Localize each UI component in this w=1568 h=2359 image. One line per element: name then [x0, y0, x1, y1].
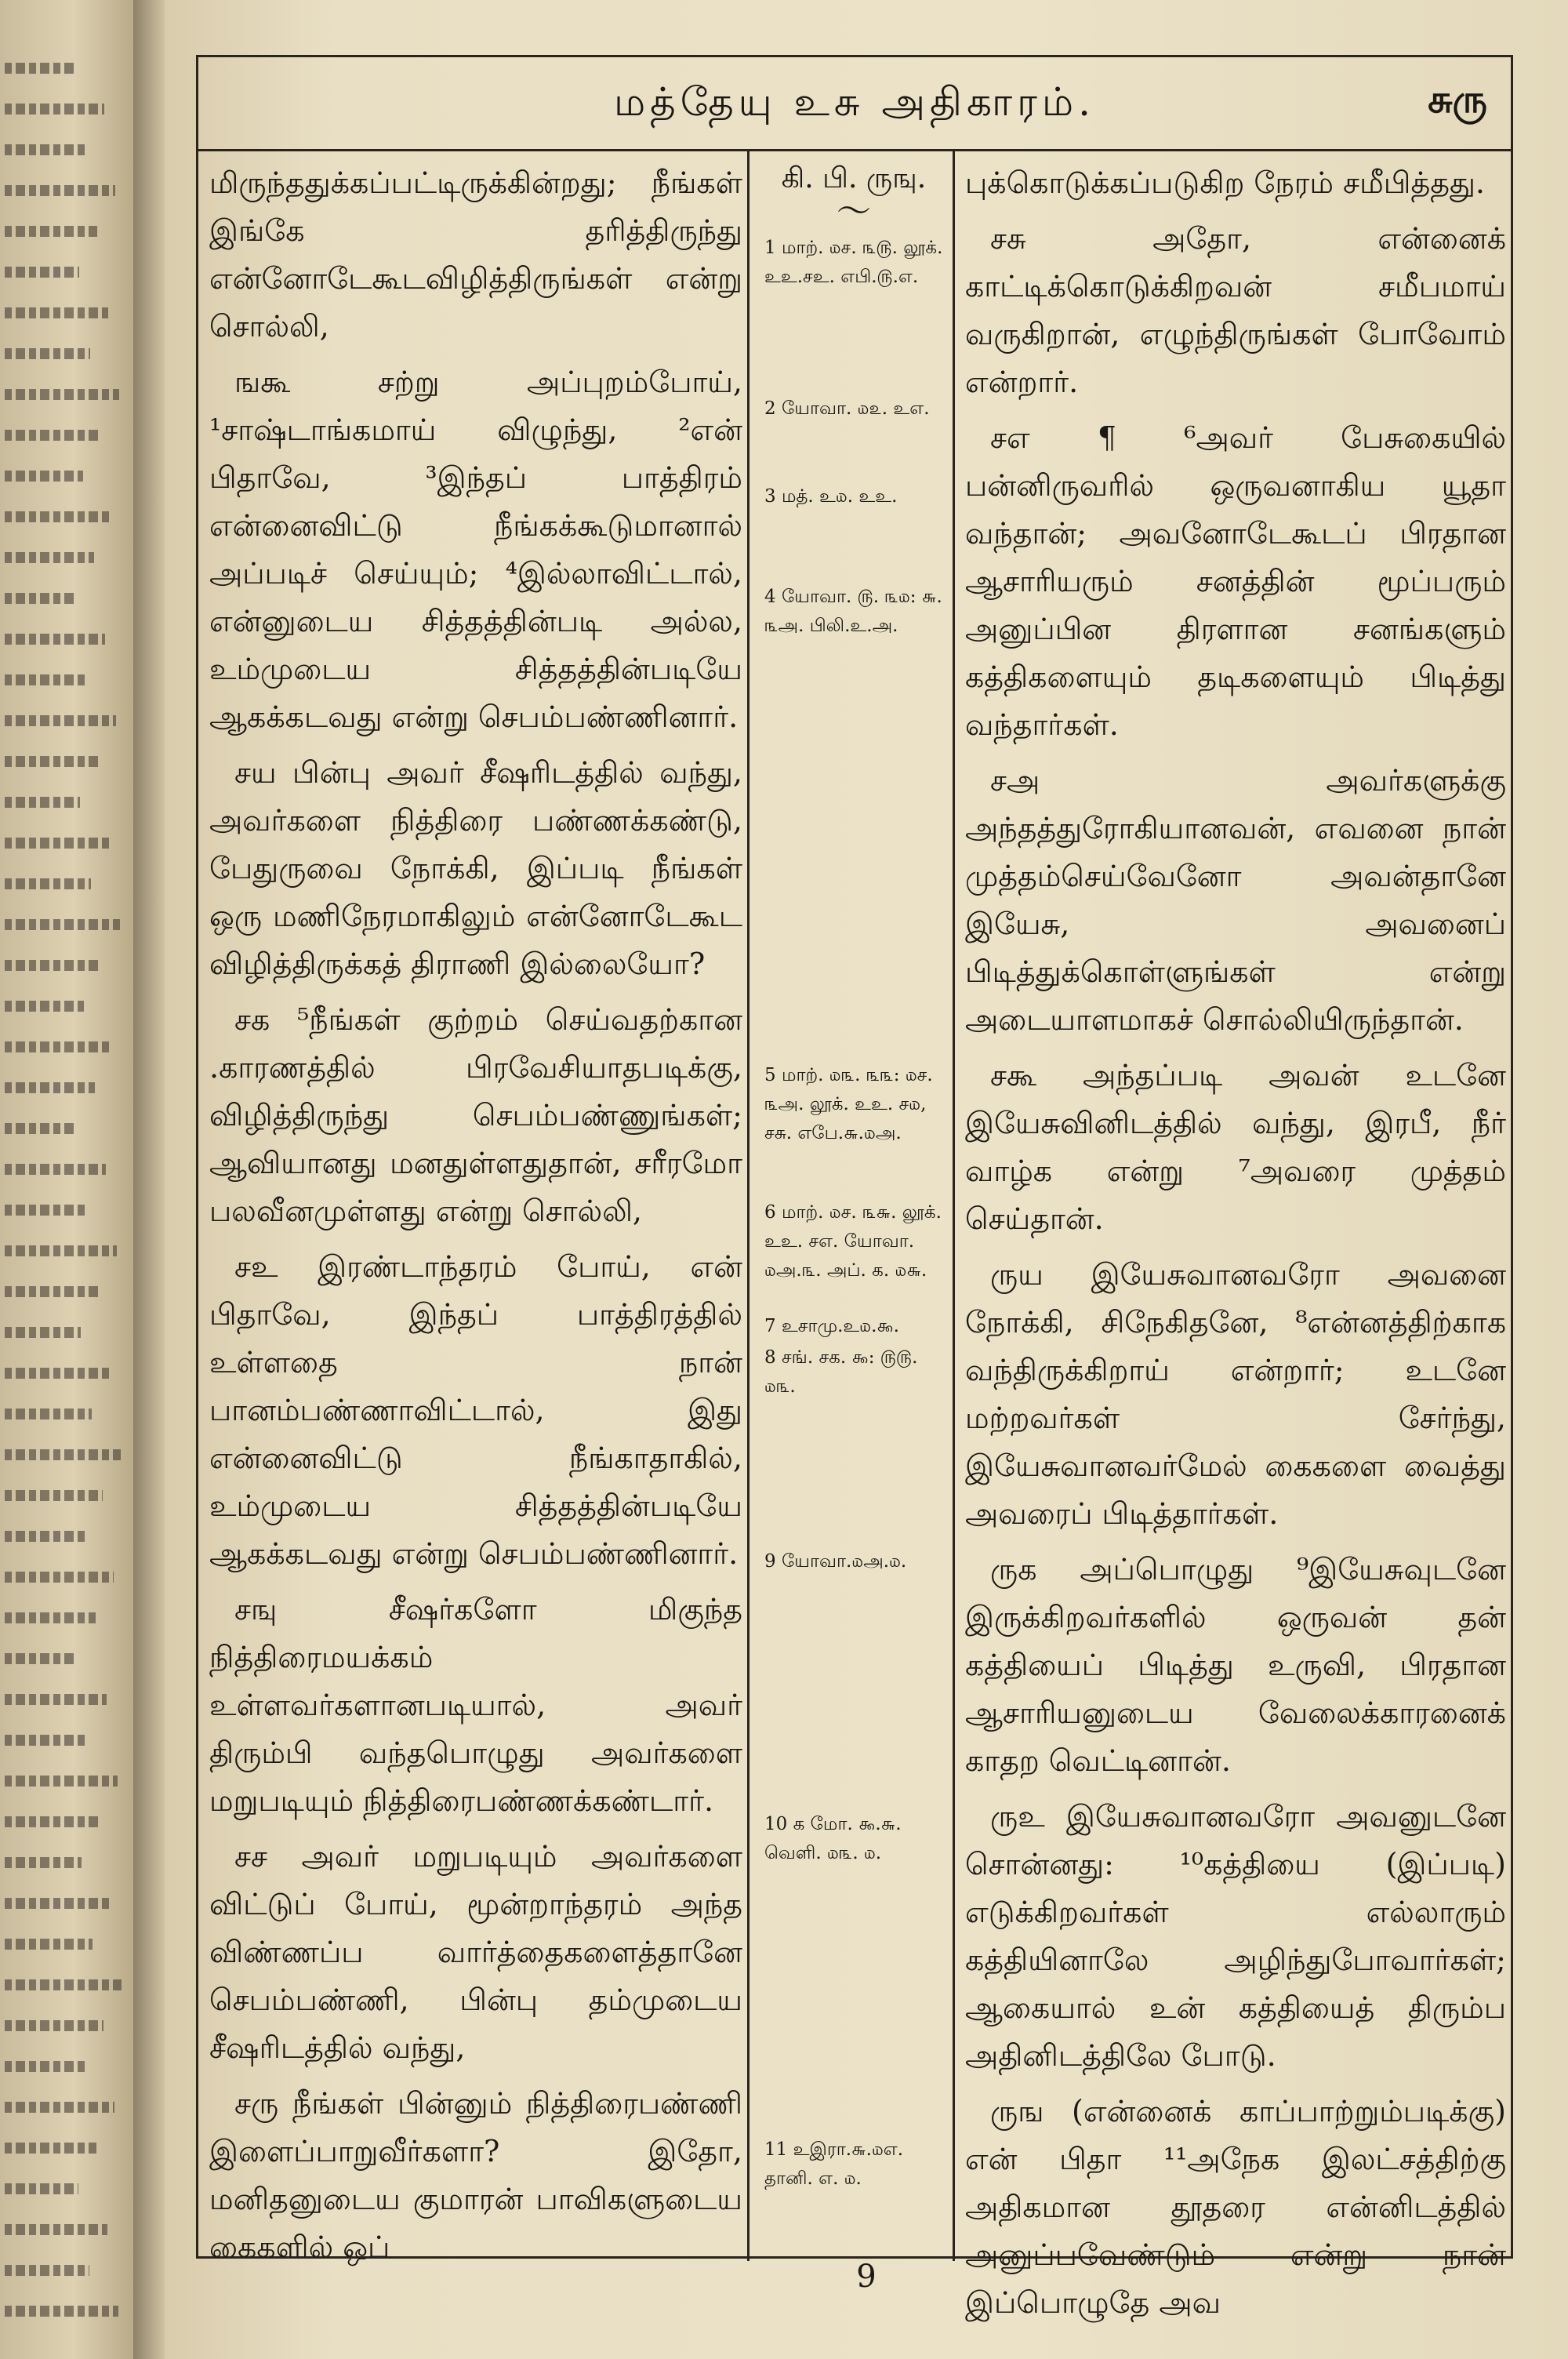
- previous-page-text-line: [5, 1776, 118, 1787]
- verse-paragraph: சக ⁵நீங்கள் குற்றம் செய்வதற்கான .காரணத்தில் பிரவேசியாதபடிக்கு, விழித்திருந்து செபம்பண்ணுங்கள்; ஆவியானது மனதுள்ளதுதான், சரீரமோ பலவீனமுள்ளது என்று சொல்லி,: [209, 1002, 742, 1228]
- previous-page-text-line: [5, 1123, 77, 1134]
- book-page: [165, 0, 1568, 2359]
- previous-page-text-line: [5, 389, 119, 400]
- verse-paragraph: ருங (என்னைக் காப்பாற்றும்படிக்கு) என் பிதா ¹¹அநேக இலட்சத்திற்கு அதிகமான தூதரை என்னிடத்தில் அனுப்பவேண்டும் என்று நான் இப்பொழுதே அவ: [965, 2094, 1506, 2320]
- previous-page-text-line: [5, 1898, 111, 1909]
- verse-paragraph: மிருந்ததுக்கப்பட்டிருக்கின்றது; நீங்கள் இங்கே தரித்திருந்து என்னோடேகூடவிழித்திருங்கள் என்று சொல்லி,: [209, 165, 742, 343]
- previous-page-text-line: [5, 1857, 82, 1868]
- footer-page-number: 9: [856, 2259, 877, 2295]
- verse-paragraph: சச அவர் மறுபடியும் அவர்களை விட்டுப் போய், மூன்றாந்தரம் அந்த விண்ணப்ப வார்த்தைகளைத்தானே செபம்பண்ணி, பின்பு தம்முடைய சீஷரிடத்தில் வந்து,: [209, 1839, 742, 2065]
- previous-page-text-line: [5, 1082, 95, 1093]
- right-column: [965, 159, 1506, 2335]
- previous-page-text-line: [5, 471, 83, 482]
- previous-page-text-line: [5, 1368, 110, 1379]
- previous-page-text-line: [5, 960, 102, 971]
- verse-paragraph: ருய இயேசுவானவரோ அவனை நோக்கி, சிநேகிதனே, ⁸என்னத்திற்காக வந்திருக்கிறாய் என்றார்; உடனே மற்றவர்கள் சேர்ந்து, இயேசுவானவர்மேல் கைகளை வைத்து அவரைப் பிடித்தார்கள்.: [965, 1257, 1506, 1531]
- column-divider-right: [953, 151, 955, 2261]
- ornament-flourish: 〜: [837, 191, 871, 231]
- verse-paragraph: ஙகூ சற்று அப்புறம்போய், ¹சாஷ்டாங்கமாய் விழுந்து, ²என் பிதாவே, ³இந்தப் பாத்திரம் என்னைவிட்டு நீங்கக்கூடுமானால் அப்படிச் செய்யும்; ⁴இல்லாவிட்டால், என்னுடைய சித்தத்தின்படி அல்ல, உம்முடைய சித்தத்தின்படியே ஆகக்கடவது என்று செபம்பண்ணினார்.: [209, 365, 742, 734]
- verse-paragraph: ருஉ இயேசுவானவரோ அவனுடனே சொன்னது: ¹⁰கத்தியை (இப்படி) எடுக்கிறவர்கள் எல்லாரும் கத்தியினாலே அழிந்துபோவார்கள்; ஆகையால் உன் கத்தியைத் திரும்ப அதினிடத்திலே போடு.: [965, 1799, 1506, 2073]
- previous-page-text-line: [5, 1001, 84, 1012]
- page-frame: [196, 55, 1513, 2320]
- previous-page-text-line: [5, 144, 86, 155]
- cross-reference: 10 க மோ. ௯.௬. வெளி. ௰௩. ௰.: [764, 1814, 902, 1863]
- previous-page-text-line: [5, 2224, 107, 2235]
- previous-page-text-line: [5, 1041, 113, 1052]
- previous-page-text-line: [5, 1408, 92, 1419]
- previous-page-text-line: [5, 2020, 103, 2031]
- header-page-number: சுரு: [1428, 78, 1487, 122]
- column-divider-left: [747, 151, 750, 2261]
- previous-page-text-line: [5, 2265, 89, 2276]
- cross-reference: 4 யோவா. ௫. ௩௰: ௬. ௩அ. பிலி.உ.அ.: [764, 587, 942, 636]
- previous-page-text-line: [5, 2306, 118, 2317]
- cross-reference: 9 யோவா.௰அ.௰.: [764, 1551, 907, 1572]
- left-column: [209, 159, 742, 2279]
- cross-reference: 1 மாற். ௰ச. ௩௫. லூக். உஉ.சஉ. எபி.௫.எ.: [764, 238, 943, 287]
- verse-paragraph: சசு அதோ, என்னைக் காட்டிக்கொடுக்கிறவன் சமீபமாய் வருகிறான், எழுந்திருங்கள் போவோம் என்றார்.: [965, 221, 1506, 399]
- verse-paragraph: ருக அப்பொழுது ⁹இயேசுவுடனே இருக்கிறவர்களில் ஒருவன் தன் கத்தியைப் பிடித்து உருவி, பிரதான ஆசாரியனுடைய வேலைக்காரனைக் காதற வெட்டினான்.: [965, 1552, 1506, 1778]
- verse-paragraph: சகூ அந்தப்படி அவன் உடனே இயேசுவினிடத்தில் வந்து, இரபீ, நீர் வாழ்க என்று ⁷அவரை முத்தம் செய்தான்.: [965, 1058, 1506, 1236]
- previous-page-text-line: [5, 1694, 107, 1705]
- previous-page-text-line: [5, 715, 116, 726]
- previous-page-text-line: [5, 1531, 85, 1542]
- verse-paragraph: சரு நீங்கள் பின்னும் நித்திரைபண்ணி இளைப்பாறுவீர்களா? இதோ, மனிதனுடைய குமாரன் பாவிகளுடைய கைகளில் ஒப்: [209, 2086, 742, 2264]
- chapter-title: மத்தேயு உசு அதிகாரம்.: [613, 79, 1096, 125]
- previous-page-text-line: [5, 1653, 78, 1664]
- verse-paragraph: சஙு சீஷர்களோ மிகுந்த நித்திரைமயக்கம் உள்ளவர்களானபடியால், அவர் திரும்பி வந்தபொழுது அவர்களை மறுபடியும் நித்திரைபண்ணக்கண்டார்.: [209, 1592, 742, 1818]
- previous-page-text-line: [5, 430, 101, 441]
- previous-page-text-line: [5, 919, 120, 930]
- previous-page-text-line: [5, 2183, 78, 2194]
- previous-page-text-line: [5, 1979, 122, 1990]
- previous-page-text-line: [5, 1939, 93, 1950]
- previous-page-text-line: [5, 1572, 114, 1583]
- cross-reference: 8 சங். சக. ௯: ௫௫. ௰௩.: [764, 1347, 918, 1397]
- previous-page-text-line: [5, 593, 76, 604]
- previous-page-text-line: [5, 1286, 99, 1297]
- previous-page-text-line: [5, 2102, 114, 2113]
- previous-page-text-line: [5, 674, 87, 685]
- previous-page-text-line: [5, 1245, 117, 1256]
- previous-page-text-line: [5, 104, 104, 114]
- verse-paragraph: சஅ அவர்களுக்கு அந்தத்துரோகியானவன், எவனை நான் முத்தம்செய்வேனோ அவன்தானே இயேசு, அவனைப் பிடித்துக்கொள்ளுங்கள் என்று அடையாளமாகச் சொல்லியிருந்தான்.: [965, 763, 1506, 1037]
- previous-page-text-line: [5, 1164, 106, 1175]
- verse-paragraph: சஉ இரண்டாந்தரம் போய், என் பிதாவே, இந்தப் பாத்திரத்தில் உள்ளதை நான் பானம்பண்ணாவிட்டால், இது என்னைவிட்டு நீங்காதாகில், உம்முடைய சித்தத்தின்படியே ஆகக்கடவது என்று செபம்பண்ணினார்.: [209, 1249, 742, 1571]
- previous-page-text-line: [5, 1205, 88, 1216]
- previous-page-text-line: [5, 1327, 81, 1338]
- previous-page-text-line: [5, 1816, 100, 1827]
- previous-page-text-line: [5, 1490, 103, 1501]
- previous-page-text-line: [5, 511, 112, 522]
- previous-page-edge: [0, 0, 133, 2359]
- cross-reference: 5 மாற். ௰௩. ௩௩: ௰ச. ௩அ. லூக். உஉ. ச௰, சசு. எபே.௬.௰அ.: [764, 1065, 933, 1143]
- page-header: [198, 57, 1511, 151]
- previous-page-text-line: [5, 878, 91, 889]
- previous-page-text-line: [5, 63, 75, 74]
- previous-page-text-line: [5, 185, 115, 196]
- previous-page-text-line: [5, 838, 109, 849]
- previous-page-text-line: [5, 756, 98, 767]
- previous-page-text-line: [5, 1612, 96, 1623]
- previous-page-text-line: [5, 797, 80, 808]
- previous-page-text-line: [5, 552, 94, 563]
- verse-paragraph: புக்கொடுக்கப்படுகிற நேரம் சமீபித்தது.: [965, 165, 1485, 200]
- cross-reference: 2 யோவா. ௰௨. உஎ.: [764, 398, 930, 419]
- previous-page-text-line: [5, 2061, 85, 2072]
- previous-page-text-line: [5, 2143, 96, 2154]
- verse-paragraph: சஎ ¶ ⁶அவர் பேசுகையில் பன்னிருவரில் ஒருவனாகிய யூதா வந்தான்; அவனோடேகூடப் பிரதான ஆசாரியரும் சனத்தின் மூப்பரும் அனுப்பின திரளான சனங்களும் கத்திகளையும் தடிகளையும் பிடித்து வந்தார்கள்.: [965, 420, 1506, 742]
- book-gutter: [133, 0, 165, 2359]
- cross-reference-column: [757, 159, 951, 2245]
- previous-page-text-line: [5, 348, 90, 359]
- cross-reference: 3 மத். உ௰. உஉ.: [764, 486, 898, 507]
- cross-reference: 6 மாற். ௰ச. ௩௬. லூக். உஉ. சஎ. யோவா. ௰அ.௩. அப். க. ௰௬.: [764, 1202, 942, 1281]
- cross-reference: 11 உஇரா.௬.௰எ. தானி. எ. ௰.: [764, 2139, 904, 2189]
- previous-page-text-line: [5, 1449, 121, 1460]
- cross-reference: 7 உசாமு.உ௰.௯.: [764, 1316, 899, 1336]
- previous-page-text-line: [5, 226, 97, 237]
- previous-page-text-line: [5, 1735, 89, 1746]
- previous-page-text-line: [5, 634, 105, 645]
- previous-page-text-line: [5, 267, 79, 278]
- previous-page-text-line: [5, 307, 108, 318]
- year-heading: கி. பி. ருஙு.: [781, 162, 927, 194]
- verse-paragraph: சய பின்பு அவர் சீஷரிடத்தில் வந்து, அவர்களை நித்திரை பண்ணக்கண்டு, பேதுருவை நோக்கி, இப்படி நீங்கள் ஒரு மணிநேரமாகிலும் என்னோடேகூட விழித்திருக்கத் திராணி இல்லையோ?: [209, 755, 742, 981]
